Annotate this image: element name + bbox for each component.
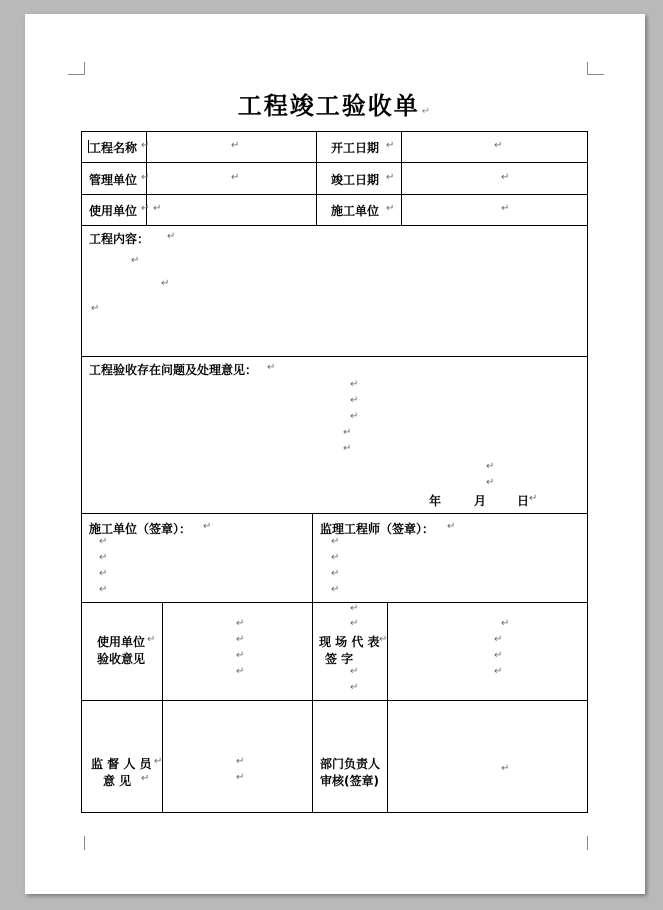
paragraph-mark: ↵ — [99, 536, 108, 547]
paragraph-mark: ↵ — [99, 552, 108, 563]
dept-head-label-line1[interactable]: 部门负责人 — [320, 757, 381, 771]
paragraph-mark: ↵ — [331, 536, 340, 547]
start-date-label[interactable]: 开工日期 — [331, 141, 380, 155]
paragraph-mark: ↵ — [501, 763, 510, 774]
table-row-divider — [81, 194, 588, 195]
paragraph-mark: ↵ — [494, 650, 503, 661]
paragraph-mark: ↵ — [421, 106, 433, 117]
paragraph-mark: ↵ — [236, 618, 245, 629]
paragraph-mark: ↵ — [161, 278, 170, 289]
date-month[interactable]: 月 — [474, 494, 487, 508]
site-rep-label-line1[interactable]: 现 场 代 表 — [319, 635, 380, 649]
paragraph-mark: ↵ — [350, 395, 359, 406]
crop-mark-top-right — [587, 62, 604, 75]
paragraph-mark: ↵ — [350, 666, 359, 677]
paragraph-mark: ↵ — [236, 666, 245, 677]
paragraph-mark: ↵ — [350, 411, 359, 422]
user-acceptance-label-line2[interactable]: 验收意见 — [97, 652, 146, 666]
table-row-divider — [81, 700, 588, 701]
paragraph-mark: ↵ — [331, 568, 340, 579]
supervisor-label-line1[interactable]: 监 督 人 员 — [91, 757, 152, 771]
paragraph-mark: ↵ — [99, 568, 108, 579]
paragraph-mark: ↵ — [501, 618, 510, 629]
paragraph-mark: ↵ — [343, 427, 352, 438]
completion-date-label[interactable]: 竣工日期 — [331, 173, 380, 187]
paragraph-mark: ↵ — [141, 140, 150, 151]
paragraph-mark: ↵ — [267, 362, 276, 373]
project-name-label[interactable]: 工程名称 — [89, 141, 138, 155]
table-col-divider — [162, 602, 163, 813]
paragraph-mark: ↵ — [99, 584, 108, 595]
paragraph-mark: ↵ — [501, 172, 510, 183]
paragraph-mark: ↵ — [153, 203, 162, 214]
table-row-divider — [81, 162, 588, 163]
table-row-divider — [81, 356, 588, 357]
crop-mark-top-left — [68, 62, 85, 75]
user-unit-label[interactable]: 使用单位 — [89, 204, 138, 218]
paragraph-mark: ↵ — [350, 618, 359, 629]
table-row-divider — [81, 513, 588, 514]
acceptance-form-table — [81, 131, 588, 813]
paragraph-mark: ↵ — [343, 443, 352, 454]
user-acceptance-label-line1[interactable]: 使用单位 — [97, 635, 146, 649]
table-row-divider — [81, 602, 588, 603]
paragraph-mark: ↵ — [529, 493, 538, 504]
paragraph-mark: ↵ — [141, 172, 150, 183]
date-year[interactable]: 年 — [429, 494, 442, 508]
date-day[interactable]: 日 — [517, 494, 530, 508]
paragraph-mark: ↵ — [494, 634, 503, 645]
paragraph-mark: ↵ — [331, 584, 340, 595]
dept-head-label-line2[interactable]: 审核(签章) — [320, 774, 379, 788]
table-border-left — [81, 131, 82, 813]
paragraph-mark: ↵ — [386, 172, 395, 183]
crop-mark-bottom-right — [587, 836, 604, 850]
paragraph-mark: ↵ — [141, 773, 150, 784]
supervising-engineer-signature-label[interactable]: 监理工程师（签章）： — [320, 522, 435, 536]
paragraph-mark: ↵ — [131, 255, 140, 266]
paragraph-mark: ↵ — [501, 203, 510, 214]
crop-mark-bottom-left — [68, 836, 85, 850]
paragraph-mark: ↵ — [147, 634, 156, 645]
supervisor-label-line2[interactable]: 意 见 — [103, 774, 132, 788]
paragraph-mark: ↵ — [236, 634, 245, 645]
paragraph-mark: ↵ — [486, 461, 495, 472]
paragraph-mark: ↵ — [236, 650, 245, 661]
paragraph-mark: ↵ — [154, 756, 163, 767]
paragraph-mark: ↵ — [486, 477, 495, 488]
paragraph-mark: ↵ — [494, 666, 503, 677]
site-rep-label-line2[interactable]: 签 字 — [325, 652, 354, 666]
construction-unit-label[interactable]: 施工单位 — [331, 204, 380, 218]
paragraph-mark: ↵ — [350, 379, 359, 390]
paragraph-mark: ↵ — [350, 603, 359, 614]
paragraph-mark: ↵ — [167, 231, 176, 242]
paragraph-mark: ↵ — [141, 203, 150, 214]
paragraph-mark: ↵ — [386, 203, 395, 214]
management-unit-label[interactable]: 管理单位 — [89, 173, 138, 187]
document-page — [25, 14, 645, 894]
document-title-text[interactable]: 工程竣工验收单 — [237, 92, 420, 120]
paragraph-mark: ↵ — [494, 140, 503, 151]
paragraph-mark: ↵ — [203, 521, 212, 532]
table-col-divider — [316, 131, 317, 225]
paragraph-mark: ↵ — [231, 140, 240, 151]
construction-unit-signature-label[interactable]: 施工单位（签章）： — [89, 522, 192, 536]
paragraph-mark: ↵ — [236, 772, 245, 783]
paragraph-mark: ↵ — [91, 303, 100, 314]
paragraph-mark: ↵ — [236, 756, 245, 767]
paragraph-mark: ↵ — [331, 552, 340, 563]
table-row-divider — [81, 225, 588, 226]
table-border-bottom — [81, 812, 588, 813]
paragraph-mark: ↵ — [231, 172, 240, 183]
paragraph-mark: ↵ — [379, 634, 388, 645]
paragraph-mark: ↵ — [447, 521, 456, 532]
table-col-divider — [401, 131, 402, 225]
table-border-right — [587, 131, 588, 813]
paragraph-mark: ↵ — [386, 140, 395, 151]
issues-label[interactable]: 工程验收存在问题及处理意见： — [89, 363, 258, 377]
table-col-divider — [312, 513, 313, 813]
table-border-top — [81, 131, 588, 132]
paragraph-mark: ↵ — [350, 682, 359, 693]
document-title — [25, 86, 645, 121]
project-content-label[interactable]: 工程内容： — [89, 232, 150, 246]
